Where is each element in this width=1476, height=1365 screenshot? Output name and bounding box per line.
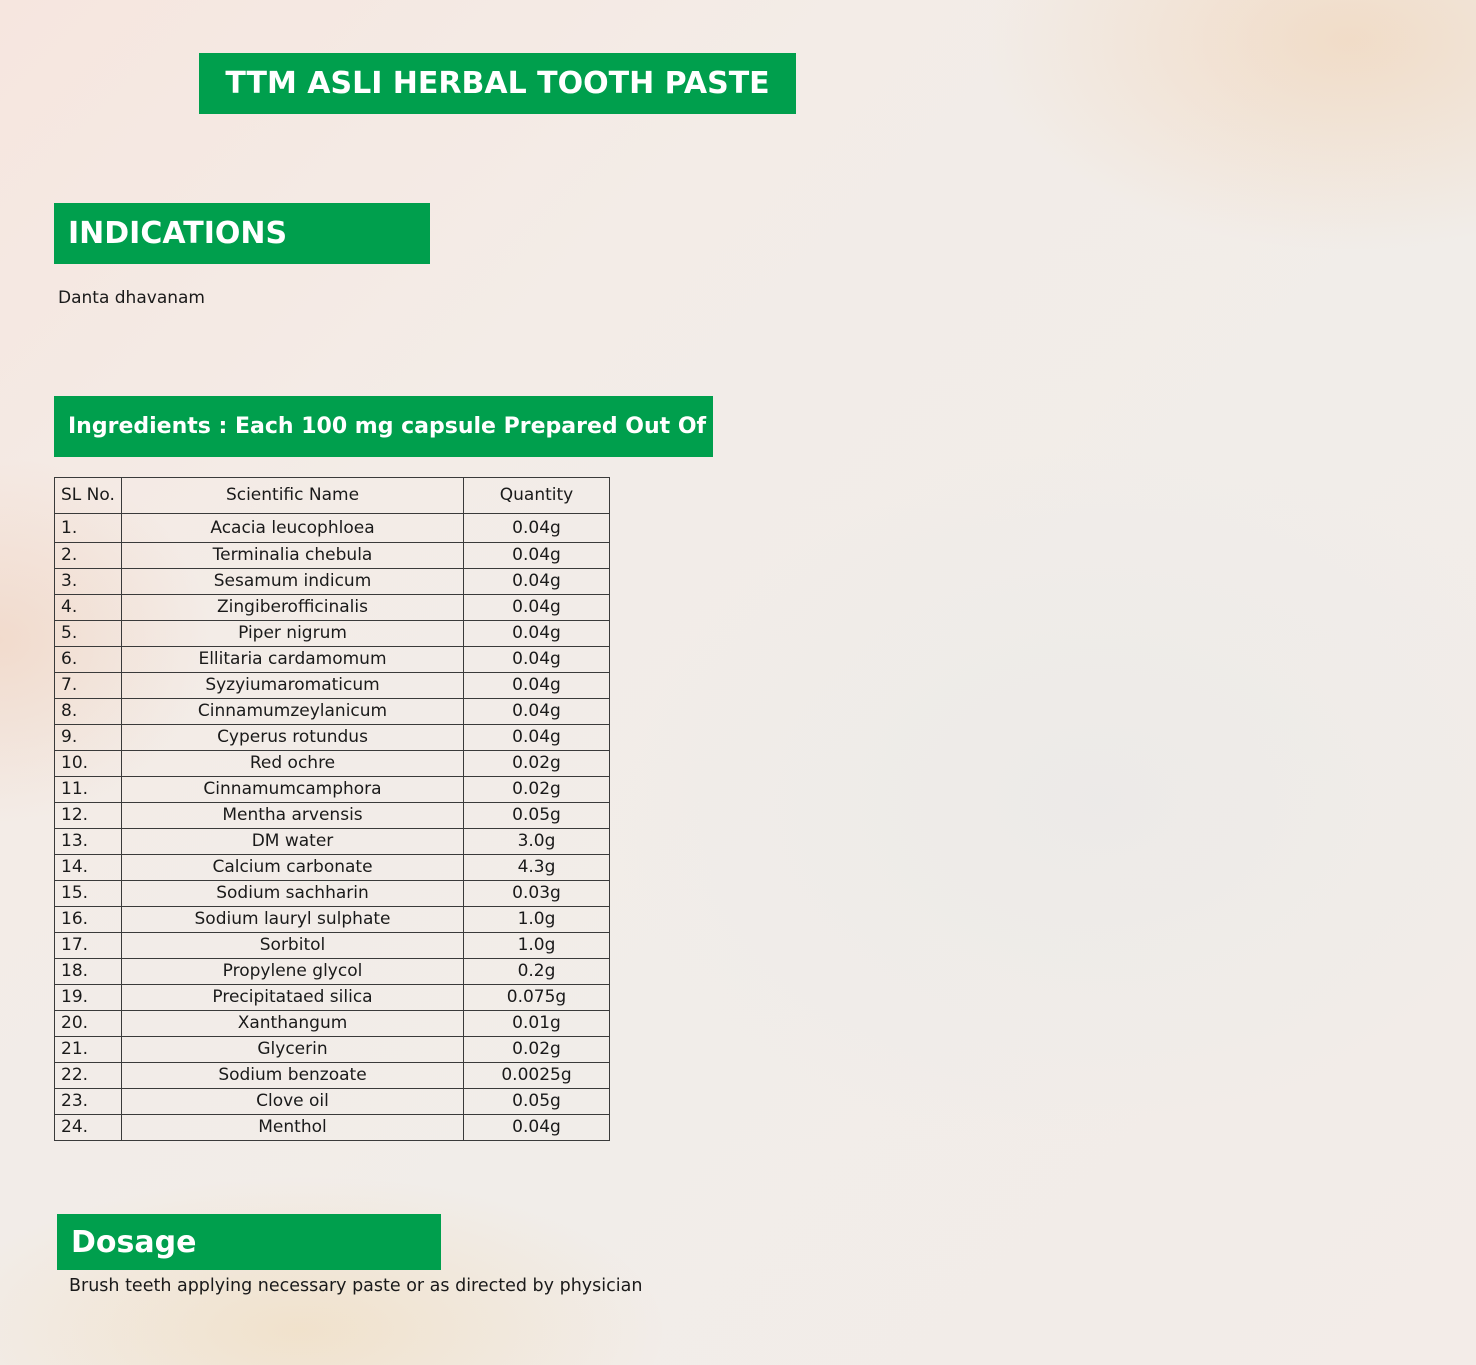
table-row	[55, 803, 610, 829]
sl-number-cell: 7.	[55, 673, 122, 699]
sl-number-cell: 14.	[55, 855, 122, 881]
scientific-name-cell: DM water	[122, 829, 464, 855]
table-row	[55, 699, 610, 725]
sl-number-cell: 23.	[55, 1089, 122, 1115]
product-title: TTM ASLI HERBAL TOOTH PASTE	[225, 66, 770, 101]
ingredients-table	[54, 477, 610, 1141]
indications-banner	[54, 203, 430, 264]
scientific-name-cell: Sodium benzoate	[122, 1063, 464, 1089]
sl-number-cell: 19.	[55, 985, 122, 1011]
scientific-name-cell: Cinnamumcamphora	[122, 777, 464, 803]
scientific-name-cell: Cinnamumzeylanicum	[122, 699, 464, 725]
quantity-cell: 0.04g	[464, 595, 610, 621]
scientific-name-cell: Menthol	[122, 1115, 464, 1141]
scientific-name-cell: Piper nigrum	[122, 621, 464, 647]
table-row	[55, 959, 610, 985]
table-row	[55, 621, 610, 647]
sl-number-cell: 20.	[55, 1011, 122, 1037]
scientific-name-cell: Ellitaria cardamomum	[122, 647, 464, 673]
quantity-cell: 0.04g	[464, 514, 610, 543]
quantity-cell: 0.04g	[464, 1115, 610, 1141]
quantity-cell: 0.04g	[464, 673, 610, 699]
table-row	[55, 1037, 610, 1063]
quantity-cell: 1.0g	[464, 907, 610, 933]
quantity-cell: 0.05g	[464, 1089, 610, 1115]
indications-text: Danta dhavanam	[58, 288, 205, 308]
dosage-banner	[57, 1214, 441, 1270]
scientific-name-cell: Propylene glycol	[122, 959, 464, 985]
sl-number-cell: 22.	[55, 1063, 122, 1089]
ingredients-table-body	[55, 514, 610, 1141]
sl-number-cell: 17.	[55, 933, 122, 959]
scientific-name-cell: Sodium lauryl sulphate	[122, 907, 464, 933]
quantity-cell: 0.04g	[464, 647, 610, 673]
quantity-cell: 0.04g	[464, 699, 610, 725]
table-row	[55, 1115, 610, 1141]
table-row	[55, 543, 610, 569]
sl-number-cell: 24.	[55, 1115, 122, 1141]
quantity-cell: 4.3g	[464, 855, 610, 881]
sl-number-cell: 16.	[55, 907, 122, 933]
column-header-sl-no: SL No.	[55, 478, 122, 514]
sl-number-cell: 18.	[55, 959, 122, 985]
quantity-cell: 0.04g	[464, 569, 610, 595]
quantity-cell: 0.0025g	[464, 1063, 610, 1089]
table-row	[55, 647, 610, 673]
column-header-scientific-name: Scientific Name	[122, 478, 464, 514]
dosage-text: Brush teeth applying necessary paste or as directed by physician	[69, 1276, 643, 1296]
sl-number-cell: 9.	[55, 725, 122, 751]
dosage-heading: Dosage	[71, 1224, 197, 1260]
table-row	[55, 829, 610, 855]
scientific-name-cell: Syzyiumaromaticum	[122, 673, 464, 699]
quantity-cell: 0.01g	[464, 1011, 610, 1037]
quantity-cell: 0.2g	[464, 959, 610, 985]
table-header-row	[55, 478, 610, 514]
scientific-name-cell: Glycerin	[122, 1037, 464, 1063]
scientific-name-cell: Xanthangum	[122, 1011, 464, 1037]
scientific-name-cell: Mentha arvensis	[122, 803, 464, 829]
table-row	[55, 907, 610, 933]
quantity-cell: 0.04g	[464, 621, 610, 647]
sl-number-cell: 11.	[55, 777, 122, 803]
quantity-cell: 0.02g	[464, 1037, 610, 1063]
sl-number-cell: 8.	[55, 699, 122, 725]
scientific-name-cell: Sesamum indicum	[122, 569, 464, 595]
scientific-name-cell: Red ochre	[122, 751, 464, 777]
table-row	[55, 881, 610, 907]
table-row	[55, 673, 610, 699]
ingredients-banner	[54, 396, 713, 457]
scientific-name-cell: Precipitataed silica	[122, 985, 464, 1011]
table-row	[55, 933, 610, 959]
table-row	[55, 777, 610, 803]
quantity-cell: 0.04g	[464, 725, 610, 751]
table-row	[55, 1011, 610, 1037]
quantity-cell: 0.05g	[464, 803, 610, 829]
scientific-name-cell: Terminalia chebula	[122, 543, 464, 569]
quantity-cell: 0.02g	[464, 777, 610, 803]
sl-number-cell: 4.	[55, 595, 122, 621]
sl-number-cell: 2.	[55, 543, 122, 569]
quantity-cell: 0.075g	[464, 985, 610, 1011]
ingredients-heading: Ingredients : Each 100 mg capsule Prepared Out Of	[68, 414, 707, 439]
sl-number-cell: 12.	[55, 803, 122, 829]
sl-number-cell: 10.	[55, 751, 122, 777]
scientific-name-cell: Sodium sachharin	[122, 881, 464, 907]
scientific-name-cell: Zingiberofficinalis	[122, 595, 464, 621]
table-row	[55, 1089, 610, 1115]
sl-number-cell: 1.	[55, 514, 122, 543]
indications-heading: INDICATIONS	[68, 216, 288, 251]
product-title-banner	[199, 53, 796, 114]
table-row	[55, 595, 610, 621]
table-row	[55, 514, 610, 543]
table-row	[55, 855, 610, 881]
scientific-name-cell: Sorbitol	[122, 933, 464, 959]
table-row	[55, 569, 610, 595]
scientific-name-cell: Acacia leucophloea	[122, 514, 464, 543]
sl-number-cell: 15.	[55, 881, 122, 907]
scientific-name-cell: Clove oil	[122, 1089, 464, 1115]
sl-number-cell: 6.	[55, 647, 122, 673]
quantity-cell: 0.02g	[464, 751, 610, 777]
quantity-cell: 0.03g	[464, 881, 610, 907]
sl-number-cell: 3.	[55, 569, 122, 595]
sl-number-cell: 21.	[55, 1037, 122, 1063]
quantity-cell: 1.0g	[464, 933, 610, 959]
table-row	[55, 1063, 610, 1089]
scientific-name-cell: Calcium carbonate	[122, 855, 464, 881]
column-header-quantity: Quantity	[464, 478, 610, 514]
table-row	[55, 985, 610, 1011]
quantity-cell: 3.0g	[464, 829, 610, 855]
sl-number-cell: 5.	[55, 621, 122, 647]
table-row	[55, 751, 610, 777]
quantity-cell: 0.04g	[464, 543, 610, 569]
table-row	[55, 725, 610, 751]
scientific-name-cell: Cyperus rotundus	[122, 725, 464, 751]
sl-number-cell: 13.	[55, 829, 122, 855]
